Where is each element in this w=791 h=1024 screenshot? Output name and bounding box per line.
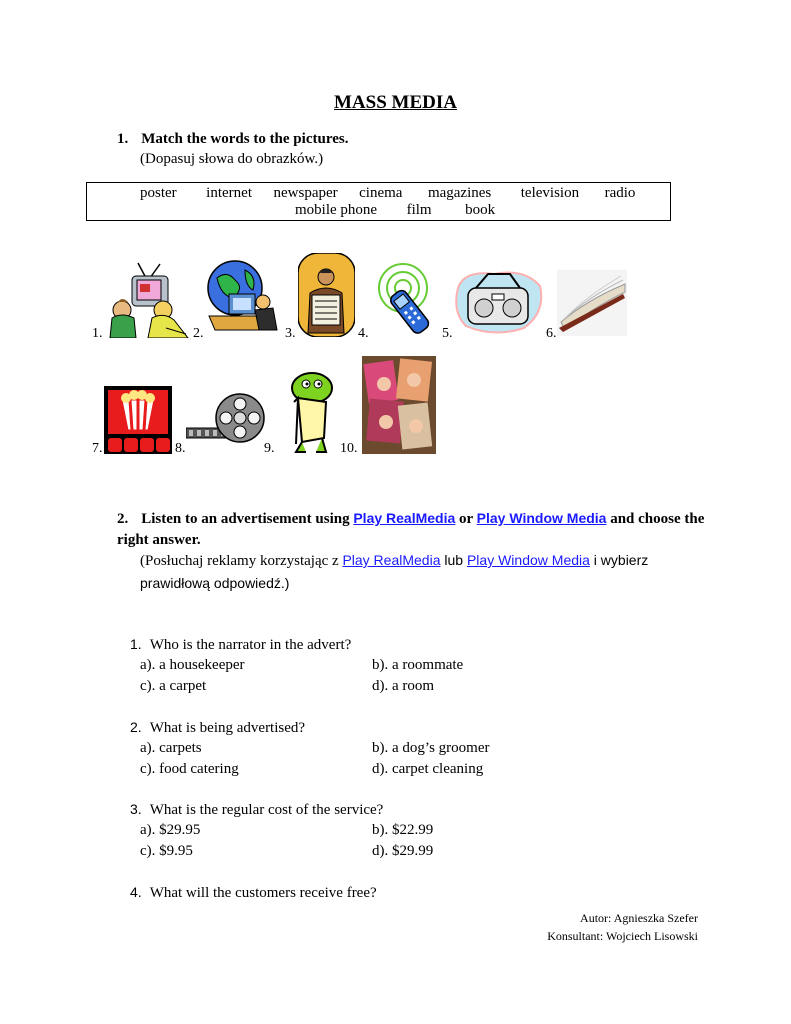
section2-number: 2. — [117, 511, 129, 527]
spacer — [140, 529, 160, 530]
section1-number: 1. — [117, 131, 129, 147]
magazines-stack-icon — [362, 356, 436, 454]
section2-sub-lub: lub — [440, 552, 467, 568]
picture-label-8: 8. — [175, 441, 186, 456]
television-watchers-icon — [108, 258, 190, 338]
poster-character-icon — [276, 372, 336, 454]
play-realmedia-link[interactable]: Play RealMedia — [353, 510, 456, 526]
word-television: television — [520, 185, 580, 201]
picture-label-5: 5. — [442, 326, 453, 341]
question-number: 3. — [130, 801, 142, 817]
word-film: film — [406, 202, 432, 218]
answer-option: a). carpets — [140, 740, 202, 756]
answer-option: a). $29.95 — [140, 822, 201, 838]
film-reel-icon — [186, 392, 266, 448]
word-book: book — [465, 202, 496, 218]
word-box-row1 — [140, 185, 635, 202]
page-title: MASS MEDIA — [334, 92, 457, 113]
question-2 — [130, 719, 305, 737]
word-mobile-phone: mobile phone — [295, 202, 378, 218]
newspaper-reader-icon — [298, 253, 355, 337]
section2-heading-part2: and choose the right answer. — [117, 511, 705, 548]
radio-boombox-icon — [454, 268, 544, 336]
section1-heading-text: Match the words to the pictures. — [141, 131, 349, 147]
word-radio: radio — [604, 185, 636, 201]
internet-computer-globe-icon — [205, 258, 280, 338]
question-text: What is being advertised? — [149, 720, 306, 736]
picture-label-7: 7. — [92, 441, 103, 456]
answer-option: d). a room — [372, 678, 435, 694]
word-newspaper: newspaper — [273, 185, 338, 201]
play-windowmedia-link-pl[interactable]: Play Window Media — [466, 552, 590, 568]
word-cinema: cinema — [359, 185, 403, 201]
section2-heading-or: or — [455, 511, 477, 527]
question-3 — [130, 801, 383, 819]
section2-sub-part2: i wybierz prawidłową odpowiedź.) — [140, 552, 649, 591]
section2-sub-part1: (Posłuchaj reklamy korzystając z — [140, 553, 343, 569]
section2-heading-part1: Listen to an advertisement using — [141, 511, 354, 527]
picture-label-9: 9. — [264, 441, 275, 456]
word-box-row2 — [295, 202, 495, 219]
picture-label-3: 3. — [285, 326, 296, 341]
footer-consultant: Konsultant: Wojciech Lisowski — [547, 929, 698, 943]
section1-subheading: (Dopasuj słowa do obrazków.) — [140, 151, 324, 167]
question-number: 4. — [130, 884, 142, 900]
question-number: 1. — [130, 636, 142, 652]
answer-option: b). a roommate — [372, 657, 464, 673]
word-poster: poster — [140, 185, 177, 201]
question-4 — [130, 884, 377, 902]
answer-option: d). $29.99 — [372, 843, 434, 859]
mobile-phone-icon — [371, 262, 441, 338]
play-windowmedia-link[interactable]: Play Window Media — [476, 510, 607, 526]
word-box — [86, 182, 671, 221]
section1-heading — [117, 131, 348, 148]
answer-option: b). $22.99 — [372, 822, 434, 838]
answer-option: c). a carpet — [140, 678, 207, 694]
question-text: What is the regular cost of the service? — [149, 802, 384, 818]
answer-option: b). a dog’s groomer — [372, 740, 490, 756]
play-realmedia-link-pl[interactable]: Play RealMedia — [342, 552, 441, 568]
open-book-icon — [557, 270, 627, 336]
question-text: What will the customers receive free? — [149, 885, 377, 901]
picture-label-10: 10. — [340, 441, 358, 456]
picture-label-4: 4. — [358, 326, 369, 341]
word-magazines: magazines — [427, 185, 492, 201]
picture-label-2: 2. — [193, 326, 204, 341]
question-number: 2. — [130, 719, 142, 735]
answer-option: d). carpet cleaning — [372, 761, 484, 777]
picture-label-1: 1. — [92, 326, 103, 341]
section2-heading — [117, 508, 717, 551]
question-text: Who is the narrator in the advert? — [149, 637, 352, 653]
word-internet: internet — [206, 185, 252, 201]
section2-subheading — [140, 549, 700, 595]
picture-label-6: 6. — [546, 326, 557, 341]
question-1 — [130, 636, 351, 654]
cinema-popcorn-icon — [104, 386, 172, 454]
answer-option: c). food catering — [140, 761, 239, 777]
footer-author: Autor: Agnieszka Szefer — [580, 911, 698, 925]
answer-option: c). $9.95 — [140, 843, 193, 859]
answer-option: a). a housekeeper — [140, 657, 245, 673]
